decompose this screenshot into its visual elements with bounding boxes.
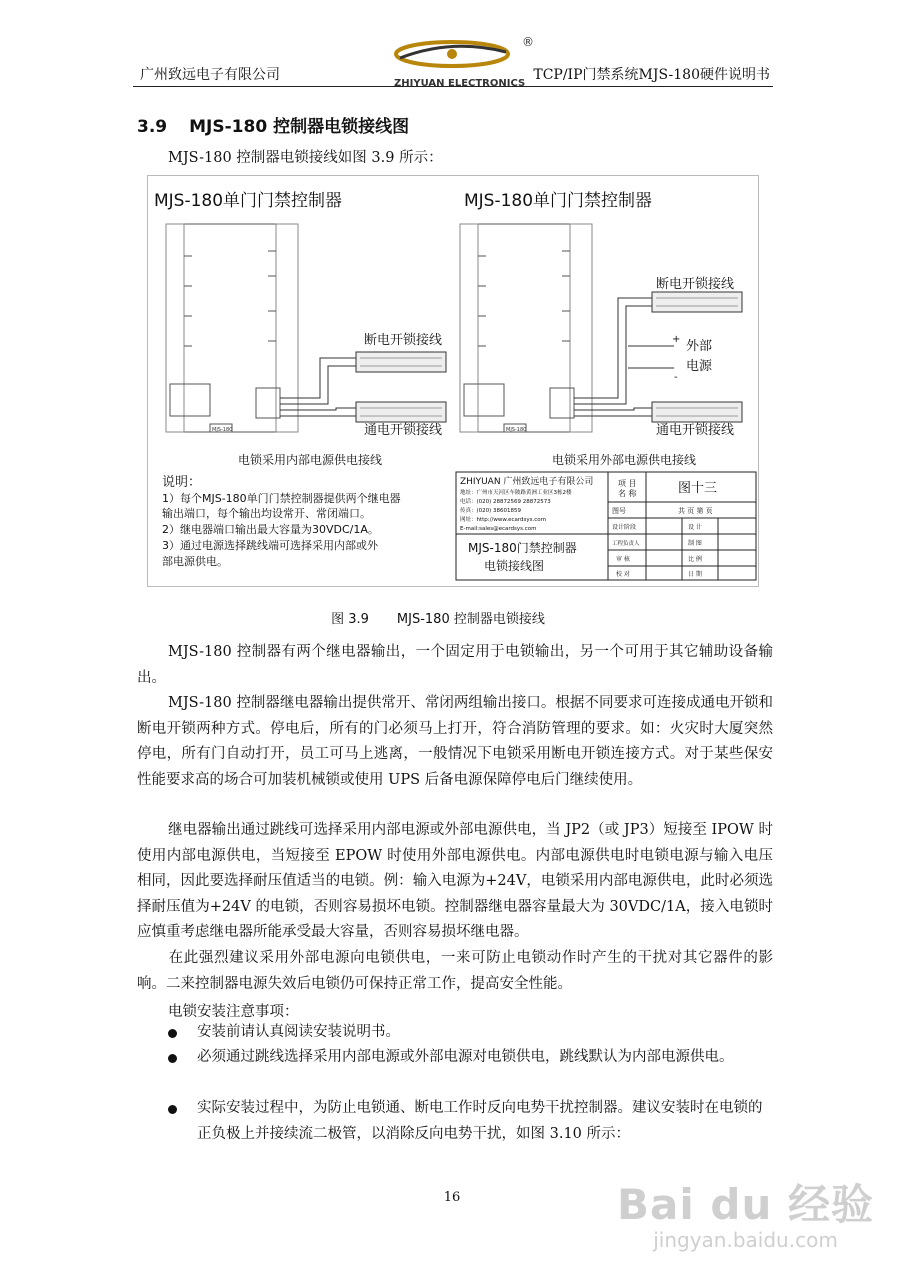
bullet-dot — [168, 1054, 177, 1063]
right-controller-board — [460, 224, 592, 432]
caption-text: MJS-180 控制器电锁接线 — [396, 612, 545, 627]
paragraph: 继电器输出通过跳线可选择采用内部电源或外部电源供电，当 JP2（或 JP3）短接至 IPOW 时使用内部电源供电，当短接至 EPOW 时使用外部电源供电。内部电源供电时电锁电源与输入电压相同，因此要选择耐压值适当的电锁。例：输入电源为+24V，电锁采用内部电源供电，此时必须选择耐压值为+24V 的电锁，否则容易损坏电锁。控制器继电器容量最大为 30VDC/1A，接入电锁时应慎重考虑继电器所能承受最大容量，否则容易损坏继电器。 — [137, 822, 773, 940]
ext-power-label-1: 外部 — [686, 339, 713, 354]
note-line: 1）每个MJS-180单门门禁控制器提供两个继电器 — [162, 492, 401, 505]
minus-sign: - — [674, 372, 678, 383]
ext-power-label-2: 电源 — [686, 359, 713, 374]
tb-drawing-title-1: MJS-180门禁控制器 — [468, 541, 577, 555]
wiring-diagram — [147, 175, 759, 587]
tb-check: 校 对 — [616, 571, 630, 578]
registered-mark: ® — [522, 35, 534, 49]
left-lock-break — [356, 352, 446, 372]
tb-engineer: 工程负责人 — [612, 541, 640, 547]
header-company: 广州致远电子有限公司 — [140, 67, 280, 83]
logo-text: ZHIYUAN ELECTRONICS — [394, 78, 526, 89]
section-number: 3.9 — [137, 117, 168, 137]
list-item: 必须通过跳线选择采用内部电源或外部电源对电锁供电，跳线默认为内部电源供电。 — [168, 1045, 773, 1071]
list-item: 安装前请认真阅读安装说明书。 — [168, 1020, 773, 1046]
tb-design: 设 计 — [688, 524, 702, 531]
tb-design-stage: 设计阶段 — [612, 524, 637, 531]
tb-date: 日 期 — [688, 571, 702, 578]
tb-review: 审 核 — [616, 556, 630, 563]
plus-sign: + — [672, 334, 681, 345]
paragraph: MJS-180 控制器有两个继电器输出，一个固定用于电锁输出，另一个可用于其它辅助设备输出。 — [137, 644, 773, 686]
left-lock-connect — [356, 402, 446, 422]
watermark — [617, 1172, 874, 1252]
right-label-break: 断电开锁接线 — [656, 277, 735, 292]
right-board-tag: MJS-180 — [506, 427, 527, 433]
note-line: 输出端口，每个输出均设常开、常闭端口。 — [162, 507, 371, 520]
paragraph: 在此强烈建议采用外部电源向电锁供电，一来可防止电锁动作时产生的干扰对其它器件的影响。二来控制器电源失效后电锁仍可保持正常工作，提高安全性能。 — [137, 950, 773, 992]
tb-draw: 制 图 — [688, 540, 702, 547]
tb-scale: 比 例 — [688, 556, 702, 563]
tb-fax: 传真：(020) 38601859 — [460, 508, 522, 514]
tb-drawing-title-2: 电锁接线图 — [484, 559, 545, 573]
right-lock-break — [652, 292, 742, 312]
note-line: 3）通过电源选择跳线端可选择采用内部或外 — [162, 539, 378, 552]
right-lock-connect — [652, 402, 742, 422]
note-line: 部电源供电。 — [162, 555, 228, 568]
watermark-brand: Bai du 经验 — [617, 1180, 874, 1229]
watermark-url: jingyan.baidu.com — [653, 1228, 838, 1252]
left-caption: 电锁采用内部电源供电接线 — [238, 453, 383, 467]
right-label-connect: 通电开锁接线 — [656, 423, 735, 438]
left-label-break: 断电开锁接线 — [364, 333, 443, 348]
tb-drawing-no: 图号 — [612, 507, 626, 515]
figure-caption — [0, 608, 904, 627]
bullet-dot — [168, 1029, 177, 1038]
company-logo — [390, 34, 534, 94]
section-heading — [137, 112, 431, 137]
tb-project-1: 项 目 — [618, 479, 637, 488]
page-number: 16 — [443, 1190, 461, 1205]
right-caption: 电锁采用外部电源供电接线 — [552, 453, 697, 467]
tb-project-2: 名 称 — [618, 489, 637, 498]
caption-number: 图 3.9 — [331, 612, 369, 627]
paragraph: MJS-180 控制器继电器输出提供常开、常闭两组输出接口。根据不同要求可连接成通电开锁和断电开锁两种方式。停电后，所有的门必须马上打开，符合消防管理的要求。如：火灾时大厦突然停电，所有门自动打开，员工可马上逃离，一般情况下电锁采用断电开锁连接方式。对于某些保安性能要求高的场合可加装机械锁或使用 UPS 后备电源保障停电后门继续使用。 — [137, 695, 773, 788]
tb-phone: 电话：(020) 28872569 28872573 — [460, 499, 551, 505]
section-title: MJS-180 控制器电锁接线图 — [189, 117, 410, 137]
tb-figure-name: 图十三 — [678, 481, 718, 496]
install-notes-heading: 电锁安装注意事项： — [168, 1004, 299, 1020]
tb-web: 网址：http://www.ecardsys.com — [460, 517, 547, 523]
bullet-dot — [168, 1105, 177, 1114]
header-divider — [133, 86, 773, 87]
list-item: 实际安装过程中，为防止电锁通、断电工作时反向电势干扰控制器。建议安装时在电锁的正负极上并接续流二极管，以消除反向电势干扰，如图 3.10 所示： — [168, 1096, 773, 1147]
intro-text: MJS-180 控制器电锁接线如图 3.9 所示： — [168, 150, 443, 166]
tb-company: ZHIYUAN 广州致远电子有限公司 — [460, 477, 594, 487]
left-board-tag: MJS-180 — [212, 427, 233, 433]
notes-title: 说明： — [162, 475, 202, 490]
tb-pages: 共 页 第 页 — [678, 507, 713, 515]
left-controller-board — [166, 224, 298, 432]
left-diagram-title: MJS-180单门门禁控制器 — [154, 191, 343, 211]
note-line: 2）继电器端口输出最大容量为30VDC/1A。 — [162, 523, 379, 536]
right-diagram-title: MJS-180单门门禁控制器 — [464, 191, 653, 211]
left-label-connect: 通电开锁接线 — [364, 423, 443, 438]
tb-address: 地址：广州市天河区车陂路黄洲工业区3栋2楼 — [460, 490, 572, 496]
tb-email: E-mail:sales@ecardsys.com — [460, 526, 537, 532]
header-doc-title: TCP/IP门禁系统MJS-180硬件说明书 — [533, 67, 770, 83]
